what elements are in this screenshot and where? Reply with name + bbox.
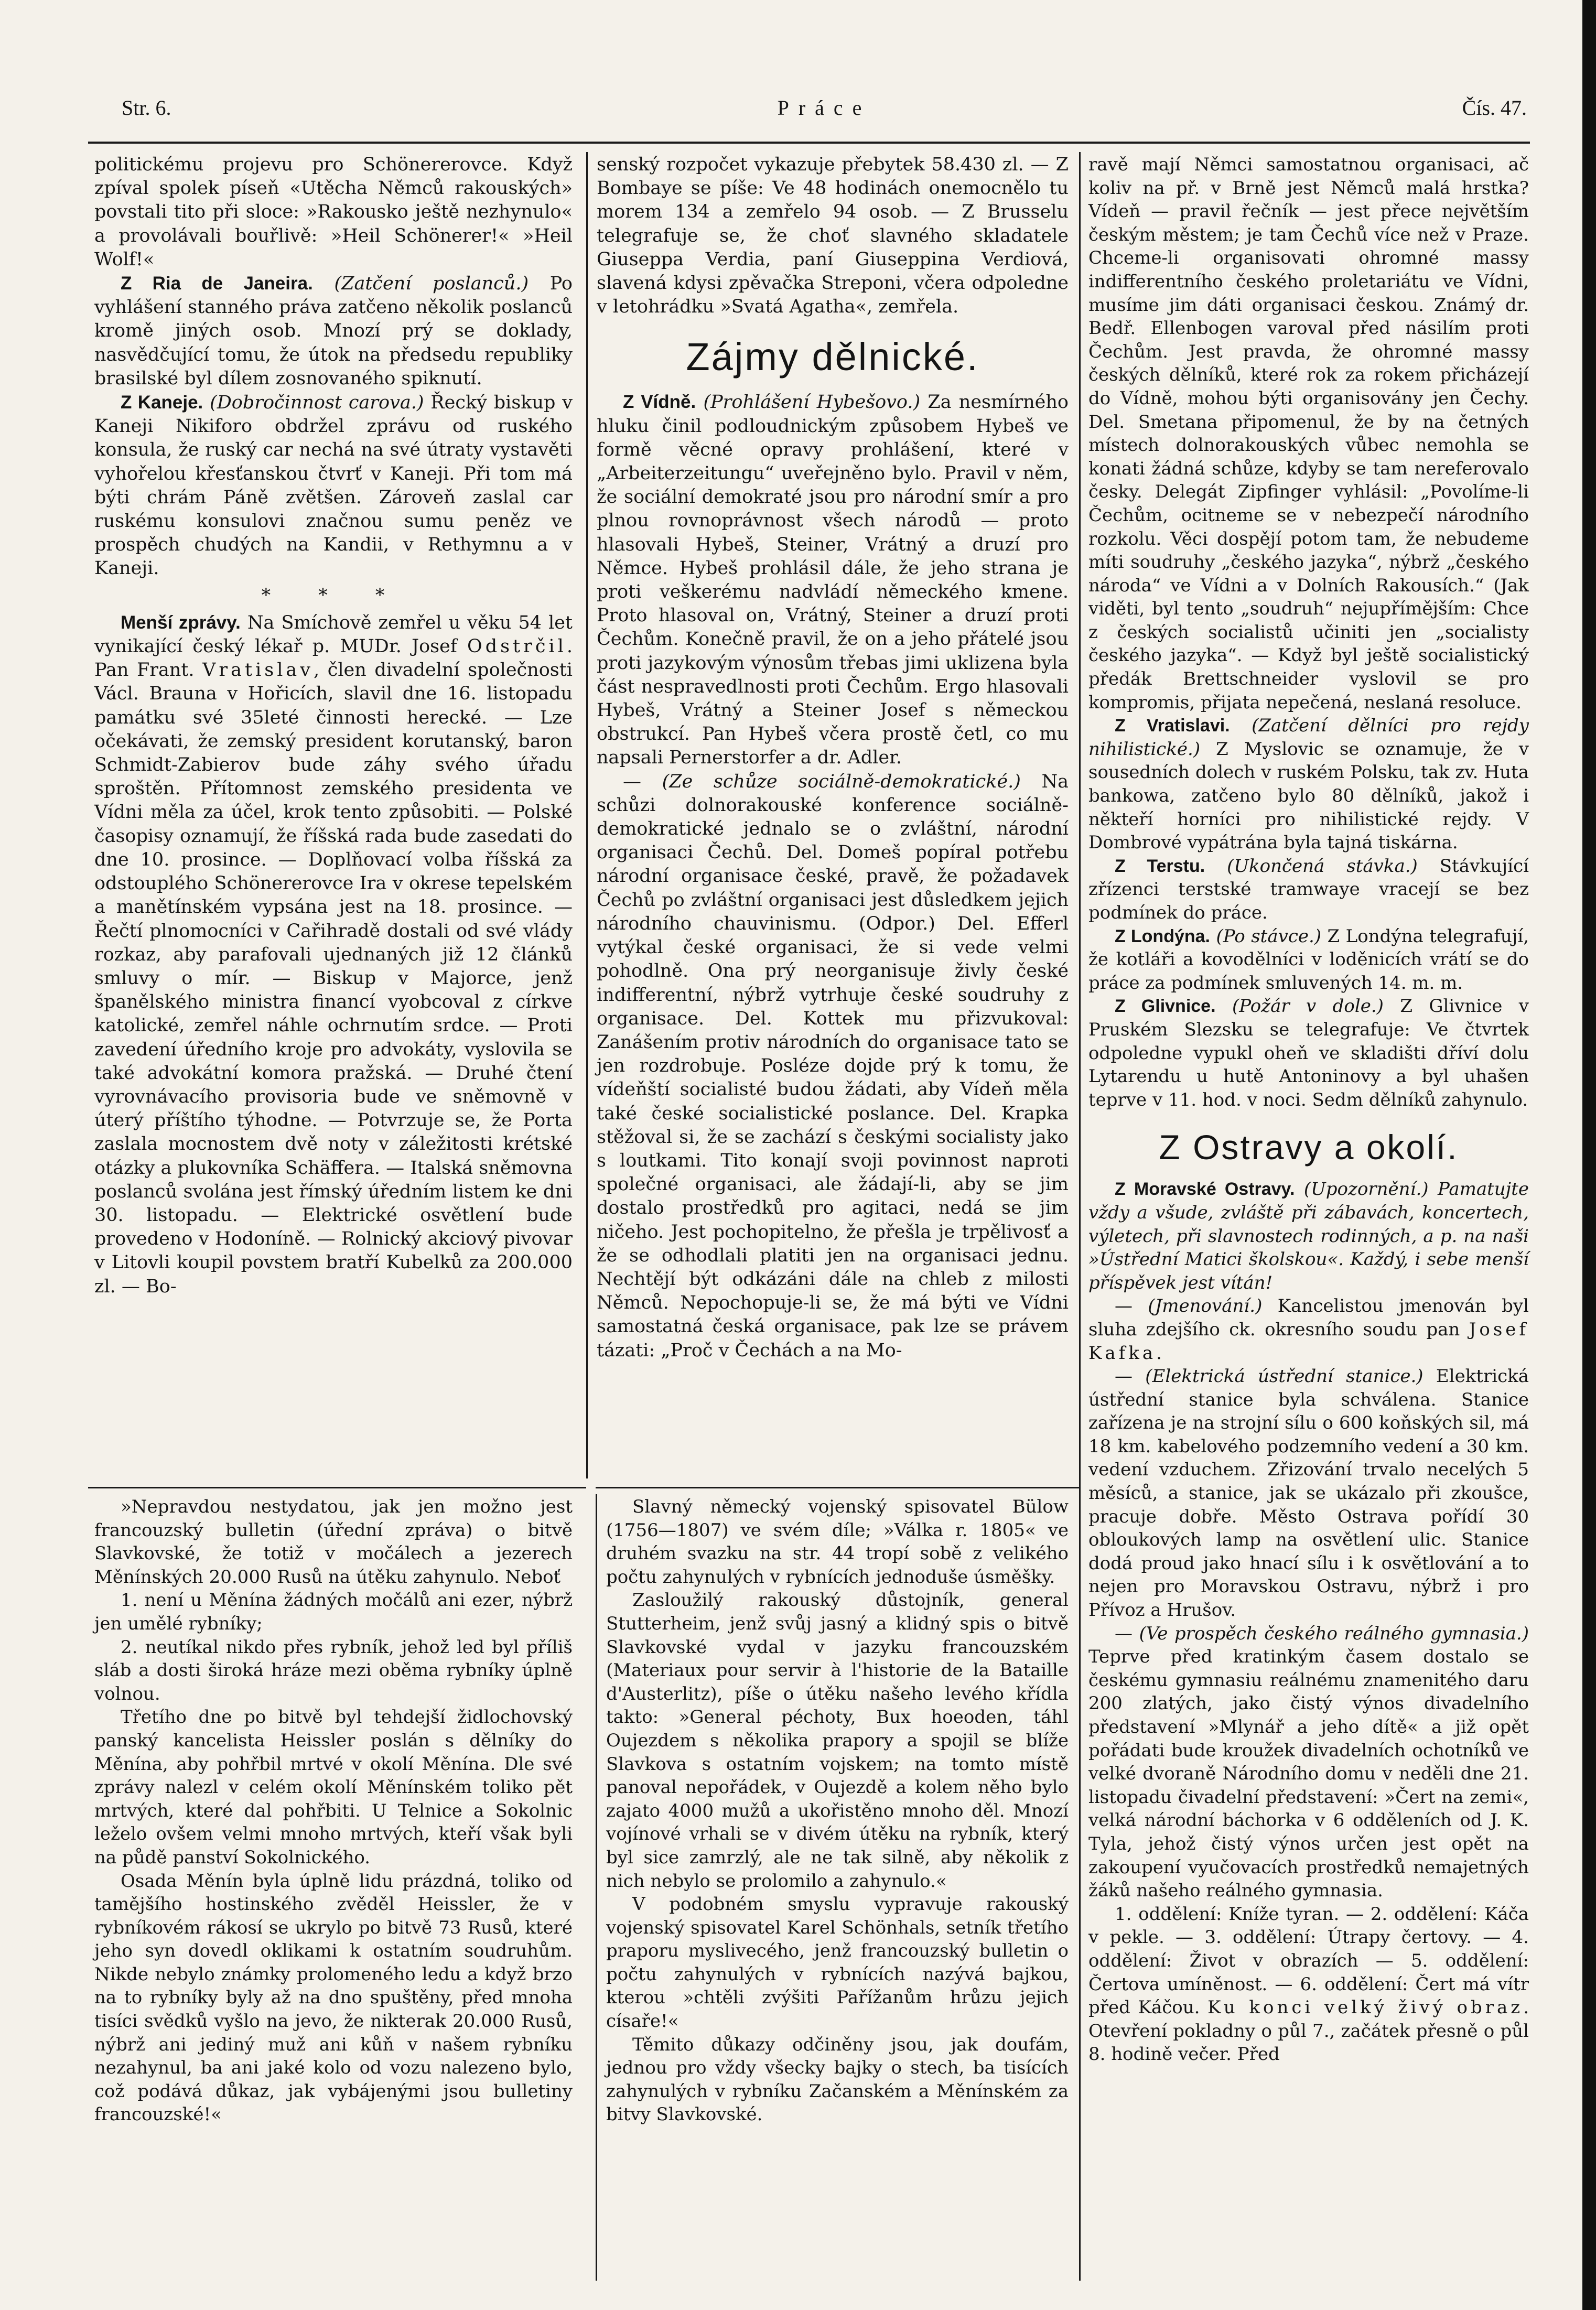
news-item-london: Z Londýna. (Po stávce.) Z Londýna telegrafují, že kotláři a kovodělníci v loděnicích vrátí se do práce za podmínek smluvených 14. m. m.: [1088, 925, 1529, 994]
newspaper-title: Práce: [777, 96, 871, 120]
column-divider: [586, 152, 588, 1478]
feuilleton-paragraph: Těmito důkazy odčiněny jsou, jak doufám, jednou pro vždy všecky bajky o stech, ba tisících zahynulých v rybníku Začanském a Měnínském za bitvy Slavkovské.: [606, 2034, 1069, 2125]
column-divider: [596, 1494, 597, 2281]
news-item-vratislav: Z Vratislavi. (Zatčení dělníci pro rejdy nihilistické.) Z Myslovic se oznamuje, že v sousedních dolech v ruském Polsku, tak zv. Huta bankowa, zatčeno bylo 80 dělníků, jakož i někteří horníci pro nihilistické rejdy. V Dombrové vypátrána byla tajná tiskárna.: [1088, 715, 1529, 854]
item-text: Na schůzi dolnorakouské konference sociálně-demokratické jednalo se o zvláštní, národní organisaci Čechů. Del. Domeš popíral potřebu národní organisace české, pravě, že požadavek Čechů po zvláštní organisaci jest důsledkem jejich národního chauvinismu. (Odpor.) Del. Efferl vytýkal české organisaci, že si vede velmi pohodlně. Ona prý neorganisuje živly české indifferentní, nýbrž vytrhuje české soudruhy z organisace. Del. Kottek mu přizvukoval: Zanášením protiv národních do organisace tato se jen rozdrobuje. Posléze dojde prý k tomu, že vídeňští socialisté budou žádati, aby Vídeň měla také české socialistické poslance. Del. Krapka stěžoval si, že se zachází s českými socialisty jako s loutkami. Tito konají svoji povinnost naproti společné organisaci, ale žádají-li, aby se jim dostalo prostředků pro agitaci, nedá se jim ničeho. Jest pochopitelno, že přešla je trpělivosť a že se odhodlali platiti jen na organisaci jednu. Nechtějí být odkázáni dále na chleb z milosti Němců. Nepochopuje-li se, že má býti ve Vídni samostatná česká organisace, pak lze se právem tázati: „Proč v Čechách a na Mo-: [597, 771, 1069, 1361]
page-header: [122, 95, 1527, 132]
news-item-rio: [94, 272, 573, 391]
item-text: Po vyhlášení stanného práva zatčeno několik poslanců kromě jiných osob. Mnozí prý se doklady, nasvědčující tomu, že útok na předsedu republiky brasilské byl dílem zosnovaného spiknutí.: [94, 273, 573, 389]
news-item-gymnasium: — (Ve prospěch českého reálného gymnasia.) Teprve před kratinkým časem dostalo se českému gymnasiu reálnému znamenitého daru 200 zlatých, jako čistý výnos divadelního představení »Mlynář a jeho dítě« a již opět pořádati bude kroužek divadelních ochotníků ve velké dvoraně Národního domu v neděli dne 21. listopadu čivadelní představení: »Čert na zemi«, velká národní báchorka v 6 odděleních od J. K. Tyla, jehož čistý výnos určen jest opět na zakoupení vyučovacích prostředků nemajetných žáků našeho reálného gymnasia.: [1088, 1623, 1529, 1902]
item-subheading: (Dobročinnost carova.): [210, 392, 424, 414]
feuilleton-paragraph: Třetího dne po bitvě byl tehdejší židlochovský panský kancelista Heissler poslán s dělníky do Měnína, aby pohřbil mrtvé v okolí Měnína. Dle své zprávy nalezl v celém okolí Měnínském toliko pět mrtvých, které dal pohřbiti. U Telnice a Sokolnic leželo ovšem velmi mnoho mrtvých, kteří však byli na půdě panství Sokolnického.: [94, 1707, 573, 1868]
header-rule: [88, 142, 1530, 144]
item-text: Řecký biskup v Kaneji Nikiforo obdržel zprávu od ruského konsula, že ruský car nechá na své útraty vystavěti vyhořelou křesťanskou čtvrť v Kaneji. Při tom má býti chrám Páně zvětšen. Zároveň zaslal car ruskému konsulovi značnou sumu peněz ve prospěch chudých na Kandii, v Rethymnu a v Kaneji.: [94, 392, 573, 579]
news-item-meeting: — (Ze schůze sociálně-demokratické.) Na schůzi dolnorakouské konference sociálně-demokratické jednalo se o zvláštní, národní organisaci Čechů. Del. Domeš popíral potřebu národní organisace české, pravě, že požadavek Čechů po zvláštní organisaci jest důsledkem jejich národního chauvinismu. (Odpor.) Del. Efferl vytýkal české organisaci, že si vede velmi pohodlně. Ona prý neorganisuje živly české indifferentní, nýbrž vytrhuje české soudruhy z organisace. Del. Kottek mu přizvukoval: Zanášením protiv národních do organisace tato se jen rozdrobuje. Posléze dojde prý k tomu, že vídeňští socialisté budou žádati, aby Vídeň měla také české socialistické poslance. Del. Krapka stěžoval si, že se zachází s českými socialisty jako s loutkami. Tito konají svoji povinnost naproti společné organisaci, ale žádají-li, aby se jim dostalo prostředků pro agitaci, nedá se jim ničeho. Jest pochopitelno, že přešla je trpělivosť a že se odhodlali platiti jen na organisaci jednu. Nechtějí být odkázáni dále na chleb z milosti Němců. Nepochopuje-li se, že má býti ve Vídni samostatná česká organisace, pak lze se právem tázati: „Proč v Čechách a na Mo-: [597, 771, 1069, 1361]
article-text: ravě mají Němci samostatnou organisaci, ač koliv na př. v Brně jest Němců malá hrstka? Vídeň — pravil řečník — jest přece největším českým městem; je tam Čechů více než v Praze. Chceme-li organisovati ohromné massy indifferentního českého proletariátu ve Vídni, musíme jim dáti organisaci českou. Známý dr. Bedř. Ellenbogen varoval před násilím proti Čechům. Jest pravda, že ohromné massy českých dělníků, které rok za rokem přicházejí do Vídně, mohou býti organisovány jen Čechy. Del. Smetana připomenul, že by na četných místech dolnorakouských vůbec nemohla se konati žádná schůze, kdyby se tam nereferovalo česky. Delegát Zipfinger vyhlásil: „Povolíme-li Čechům, ocitneme se v nebezpečí národního rozkolu. Věci dospějí potom tam, že nebudeme míti soudruhy „českého jazyka“, nýbrž „českého národa“ ve Vídni a v Dolních Rakousích.“ (Jak viděti, byl tento „soudruh“ nejupřímějším: Chce z českých socialistů učiniti jen „socialisty českého jazyka“. — Když byl ještě socialistický předák Brettschneider vyslovil se pro kompromis, přijata nepečená, neslaná resoluce.: [1088, 154, 1529, 713]
column-1: [94, 153, 573, 1299]
item-heading: Z Kaneje.: [121, 392, 203, 413]
feuilleton-paragraph: V podobném smyslu vypravuje rakouský vojenský spisovatel Karel Schönhals, setník třetího praporu myslivecého, jenž francouzský bulletin o počtu zahynulých v rybnících nazývá bajkou, kterou »chtěli zvýšiti Pařížanům hrůzu jejich císaře!«: [606, 1894, 1069, 2032]
feuilleton-paragraph: Osada Měnín byla úplně lidu prázdná, toliko od tamějšího hostinského zvěděl Heissler, že v rybníkovém rákosí se ukrylo po bitvě 73 Rusů, které jeho syn dovedl oklikami k ostatním soudruhům. Nikde nebylo známky prolomeného ledu a když brzo na to rybníky byly až na dno spuštěny, před mnoha tisíci svědků vyšlo na jevo, že nikterak 20.000 Rusů, nýbrž ani jediný muž ani kůň v našem rybníku nezahynul, ba ani jaké kolo od vozu nalezeno bylo, což podává důkaz, jak vybájenými jsou bulletiny francouzské!«: [94, 1870, 573, 2125]
column-3: [1088, 153, 1529, 2066]
feuilleton-paragraph: »Nepravdou nestydatou, jak jen možno jest francouzský bulletin (úřední zpráva) o bitvě Slavkovské, že totiž v močálech a jezerech Měnínských 20.000 Rusů na útěku zahynulo. Neboť: [94, 1496, 573, 1588]
item-heading: Z Ria de Janeira.: [121, 273, 313, 294]
program-list: 1. oddělení: Kníže tyran. — 2. oddělení: Káča v pekle. — 3. oddělení: Útrapy čertovy. — 4. oddělení: Život v obrazích — 5. oddělení: Čertova umíněnost. — 6. oddělení: Čert má vítr před Káčou. Ku konci velký živý obraz. Otevření pokladny o půl 7., začátek přesně o půl 8. hodině večer. Před: [1088, 1903, 1529, 2065]
feuilleton-paragraph: Slavný německý vojenský spisovatel Bülow (1756—1807) ve svém díle; »Válka r. 1805« ve druhém svazku na str. 44 tropí sobě z velikého počtu zahynulých v rybnících jednoduše úsměšky.: [606, 1496, 1069, 1588]
feuilleton-left: [94, 1495, 573, 2127]
feuilleton-middle: [606, 1495, 1069, 2127]
feuilleton-paragraph: 2. neutíkal nikdo přes rybník, jehož led byl příliš sláb a dosti široká hráze mezi oběma rybníky úplně volnou.: [94, 1636, 573, 1704]
item-heading: Z Vídně.: [623, 392, 696, 413]
spaced-name: Odstrčil: [467, 636, 567, 657]
item-heading: Menší zprávy.: [121, 612, 241, 633]
scan-edge: [1582, 0, 1596, 2310]
news-item-vienna: [597, 390, 1069, 770]
section-title: Z Ostravy a okolí.: [1159, 1128, 1459, 1167]
item-text: Za nesmírného hluku činil podloudnickým způsobem Hybeš ve formě věcné opravy prohlášení, které v „Arbeiterzeitungu“ uveřejněno bylo. Pravil v něm, že sociální demokraté jsou pro národní smír a pro plnou rovnoprávnost všech národů — proto hlasovali Hybeš, Steiner, Vrátný a druzí pro Němce. Hybeš prohlásil dále, že jeho strana je proti veškerému nadvládí německého kmene. Proto hlasoval on, Vrátný, Steiner a druzí proti Čechům. Konečně pravil, že on a jeho přátelé jsou proti jazykovým výnosům třebas jimi uklizena byla část nespravedlnosti proti Čechům. Ergo hlasovali Hybeš, Vrátný a Steiner Josef s německou obstrukcí. Pan Hybeš včera prostě četl, co mu napsali Pernerstorfer a dr. Adler.: [597, 392, 1069, 769]
column-divider: [1079, 152, 1081, 2281]
article-text: senský rozpočet vykazuje přebytek 58.430 zl. — Z Bombaye se píše: Ve 48 hodinách onemocnělo tu morem 134 a zemřelo 94 osob. — Z Brusselu telegrafuje se, že choť slavného skladatele Giuseppa Verdia, paní Giuseppina Verdiová, slavená kdysi zpěvačka Streponi, včera odpoledne v letohrádku »Svatá Agatha«, zemřela.: [597, 154, 1069, 318]
feuilleton-paragraph: 1. není u Měnína žádných močálů ani ezer, nýbrž jen umělé rybníky;: [94, 1590, 573, 1634]
page-number: Str. 6.: [122, 96, 171, 120]
news-item-ostrava: Z Moravské Ostravy. (Upozornění.) Pamatujte vždy a všude, zvláště při zábavách, koncertech, výletech, při slavnostech rodinných, a p. na naši »Ústřední Matici školskou«. Každý, i sebe menší příspěvek jest vítán!: [1088, 1179, 1529, 1293]
section-title: Zájmy dělnické.: [686, 335, 979, 379]
spaced-name: Vratislav: [202, 660, 314, 681]
feuilleton-rule: [88, 1487, 586, 1488]
article-text: politickému projevu pro Schönererovce. Když zpíval spolek píseň «Utěcha Němců rakouských» povstali tito při sloce: »Rakousko ještě nezhynulo« a provolávali bouřlivě: »Heil Schönerer!« »Heil Wolf!«: [94, 154, 573, 270]
separator-stars: * * *: [261, 585, 406, 606]
news-item-appointment: — (Jmenování.) Kancelistou jmenován byl sluha zdejšího ck. okresního soudu pan Josef Kafka.: [1088, 1296, 1529, 1364]
feuilleton-paragraph: Zasloužilý rakouský důstojník, general Stutterheim, jenž svůj jasný a klidný spis o bitvě Slavkovské vydal v jazyku francouzském (Materiaux pour servir à l'historie de la Bataille d'Austerlitz), píše o útěku našeho levého křídla takto: »General péchoty, Bux hoeoden, táhl Oujezdem s několika prapory a spojil se blíže Slavkova s ostatním vojskem; na tomto místě panoval nepořádek, v Oujezdě a kolem něho bylo zajato 4000 mužů a ukořistěno mnoho děl. Mnozí vojínové vrhali se v divém útěku na rybník, který byl sice zamrzlý, ale ne tak silně, aby několik z nich nebylo se prolomilo a zahynulo.«: [606, 1590, 1069, 1892]
news-item-glivnice: Z Glivnice. (Požár v dole.) Z Glivnice v Pruském Slezsku se telegrafuje: Ve čtvrtek odpoledne vypukl oheň ve skladišti dříví dolu Lytarendu u hutě Antoninovy a byl uhašen teprve v 11. hod. v noci. Sedm dělníků zahynulo.: [1088, 996, 1529, 1110]
news-item-electric: — (Elektrická ústřední stanice.) Elektrická ústřední stanice byla schválena. Stanice zařízena je na strojní sílu o 600 koňských sil, má 18 km. kabelového podzemního vedení a 30 km. vedení vzduchem. Zřizování trvalo necelých 5 měsíců, a stanice, jak se ukázalo při zkoušce, pracuje dobře. Město Ostrava pořídí 30 obloukových lamp na osvětlení ulic. Stanice dodá proud jako hnací sílu i k osvětlování a to nejen pro Moravskou Ostravu, nýbrž i pro Přívoz a Hrušov.: [1088, 1366, 1529, 1621]
item-subheading: (Prohlášení Hybešovo.): [703, 392, 921, 413]
column-2: [597, 153, 1069, 1363]
item-subheading: (Ze schůze sociálně-demokratické.): [662, 771, 1021, 792]
feuilleton-rule: [596, 1487, 1079, 1488]
item-subheading: (Zatčení poslanců.): [334, 273, 529, 295]
issue-number: Čís. 47.: [1462, 96, 1527, 120]
news-item-terst: Z Terstu. (Ukončená stávka.) Stávkující zřízenci terstské tramwaye vracejí se bez podmínek do práce.: [1088, 855, 1529, 923]
news-item-small: Menší zprávy. Na Smíchově zemřel u věku 54 let vynikající český lékař p. MUDr. Josef Odstrčil. Pan Frant. Vratislav, člen divadelní společnosti Václ. Brauna v Hořicích, slavil dne 16. listopadu památku své 35leté činnosti herecké. — Lze očekávati, že zemský president korutanský, baron Schmidt-Zabierov bude záhy svého úřadu sproštěn. Přítomnost zemského presidenta ve Vídni měla za účel, krok tento způsobiti. — Polské časopisy oznamují, že říšská rada bude zasedati do dne 10. prosince. — Doplňovací volba říšská za odstouplého Schönererovce Ira v okrese tepelském a manětínském vypsána jest na 18. prosince. — Řečtí plnomocníci v Cařihradě dostali od své vlády rozkaz, aby parafovali ujednaných již 12 článků smluvy o mír. — Biskup v Majorce, jenž španělského ministra financí vyobcoval z církve katolické, zemřel náhle ochrnutím srdce. — Proti zavedení úředního kroje pro advokáty, vyslovila se také advokátní komora pražská. — Druhé čtení vyrovnávacího provisoria bude ve sněmovně v úterý příštího týhodne. — Potvrzuje se, že Porta zaslala mocnostem dvě noty v záležitosti krétské otázky a plukovníka Schäffera. — Italská sněmovna poslanců svolána jest římský úředním listem ke dni 30. listopadu. — Elektrické osvětlení bude provedeno v Hodoníně. — Rolnický akciový pivovar v Litovli koupil povstem bratří Kubelků za 200.000 zl. — Bo-: [94, 612, 573, 1297]
news-item-kaneje: [94, 391, 573, 581]
